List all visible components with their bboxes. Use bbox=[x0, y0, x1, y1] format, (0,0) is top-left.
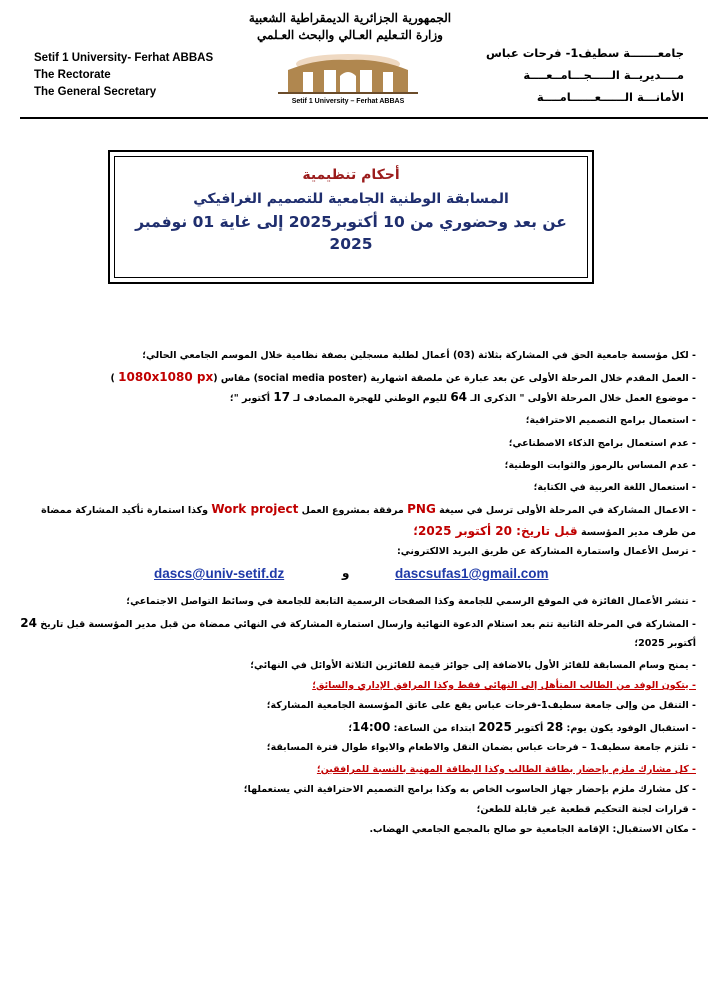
email-row bbox=[0, 566, 720, 586]
rule-item: - تلتزم جامعة سطيف1 – فرحات عباس بضمان النقل والاطعام والايواء طوال فترة المسابقة؛ bbox=[266, 742, 696, 753]
rule-item: - المشاركة في المرحلة الثانية تتم بعد استلام الدعوة النهائية وارسال استمارة المشاركة في النهائي ممضاة من قبل مدير المؤسسة قبل تاريخ 24 bbox=[20, 616, 696, 630]
rule-item: - لكل مؤسسة جامعية الحق في المشاركة بثلاثة (03) أعمال لطلبة مسجلين بصفة نظامية خلال الموسم الجامعي الحالي؛ bbox=[142, 350, 696, 361]
header-center-block bbox=[230, 10, 470, 44]
header-right-block bbox=[464, 42, 684, 108]
general-secretary-ar: الأمانـــة الــــــعــــــامــــة bbox=[536, 90, 684, 104]
title-line-2: المسابقة الوطنية الجامعية للتصميم الغرافيكي bbox=[193, 191, 509, 207]
logo-caption: Setif 1 University – Ferhat ABBAS bbox=[291, 98, 405, 105]
header-left-block bbox=[34, 50, 213, 101]
rule-item-highlight: - كل مشارك ملزم بإحضار بطاقة الطالب وكذا البطاقة المهنية بالنسبة للمرافقين؛ bbox=[316, 764, 696, 775]
rectorate-ar: مــــديريــة الـــــجـــامــعــــة bbox=[523, 68, 684, 82]
rule-item: - العمل المقدم خلال المرحلة الأولى عن بعد عبارة عن ملصقة اشهارية (social media poster) مقاس (1080x1080 px ) bbox=[110, 370, 696, 384]
rule-item: - قرارات لجنة التحكيم قطعية غير قابلة للطعن؛ bbox=[476, 804, 696, 815]
rule-item-continuation: من طرف مدير المؤسسة قبل تاريخ: 20 أكتوبر 2025؛ bbox=[413, 524, 696, 538]
rule-item: - ترسل الأعمال واستمارة المشاركة عن طريق البريد الالكتروني: bbox=[396, 546, 696, 557]
title-box-inner bbox=[114, 156, 588, 278]
email-link-univ[interactable]: dascs@univ-setif.dz bbox=[154, 566, 285, 581]
email-link-gmail[interactable]: dascsufas1@gmail.com bbox=[395, 566, 549, 581]
general-secretary-en: The General Secretary bbox=[34, 86, 157, 98]
rule-item: - عدم المساس بالرموز والثوابت الوطنية؛ bbox=[504, 460, 696, 471]
rule-item-continuation: أكتوبر 2025؛ bbox=[634, 638, 696, 649]
rule-item: - عدم استعمال برامج الذكاء الاصطناعي؛ bbox=[508, 438, 696, 449]
rule-item: - استقبال الوفود يكون يوم: 28 أكتوبر 2025 ابتداء من الساعة: 14:00؛ bbox=[348, 720, 696, 734]
rule-item-highlight: - يتكون الوفد من الطالب المتأهل إلى النهائي فقط وكذا المرافق الإداري والسائق؛ bbox=[312, 680, 696, 691]
title-line-3: عن بعد وحضوري من 10 أكتوبر2025 إلى غاية 01 نوفمبر 2025 bbox=[135, 213, 567, 253]
rule-item: - كل مشارك ملزم بإحضار جهاز الحاسوب الخاص به وكذا برامج التصميم الاحترافية التي يستعملها؛ bbox=[243, 784, 696, 795]
poster-size: 1080x1080 px bbox=[118, 370, 214, 384]
republic-title-ar: الجمهورية الجزائرية الديمقراطية الشعبية bbox=[248, 11, 452, 25]
title-box bbox=[108, 150, 594, 284]
rule-item: - التنقل من وإلى جامعة سطيف1-فرحات عباس يقع على عاتق المؤسسة الجامعية المشاركة؛ bbox=[266, 700, 696, 711]
rule-item: - استعمال اللغة العربية في الكتابة؛ bbox=[533, 482, 696, 493]
title-line-1: أحكام تنظيمية bbox=[302, 167, 400, 183]
university-name-en: Setif 1 University- Ferhat ABBAS bbox=[34, 52, 214, 64]
rule-item: - مكان الاستقبال: الإقامة الجامعية حو صالح بالمجمع الجامعي الهضاب. bbox=[369, 824, 696, 835]
rule-item: - تنشر الأعمال الفائزة في الموقع الرسمي للجامعة وكذا الصفحات الرسمية التابعة للجامعة في وسائط التواصل الاجتماعي؛ bbox=[126, 596, 696, 607]
university-logo-icon bbox=[248, 48, 448, 106]
rule-item: - يمنح وسام المسابقة للفائز الأول بالاضافة إلى جوائز قيمة للفائزين الثلاثة الأوائل في النهائي؛ bbox=[250, 660, 696, 671]
rule-item: - موضوع العمل خلال المرحلة الأولى " الذكرى الـ 64 لليوم الوطني للهجرة المصادف لـ 17 أكتوبر "؛ bbox=[229, 390, 696, 404]
header-divider bbox=[20, 117, 708, 119]
ministry-title-ar: وزارة التـعليم العـالي والبحث العـلمي bbox=[257, 28, 443, 42]
university-name-ar: جامعـــــــة سطيف1- فرحات عباس bbox=[485, 46, 684, 60]
rule-item: - استعمال برامج التصميم الاحترافية؛ bbox=[525, 415, 696, 426]
rectorate-en: The Rectorate bbox=[34, 69, 111, 81]
rule-item: - الاعمال المشاركة في المرحلة الأولى ترسل في سيغة PNG مرفقة بمشروع العمل Work project وكذا استمارة تأكيد المشاركة ممضاة bbox=[41, 502, 696, 516]
deadline-date: قبل تاريخ: 20 أكتوبر 2025؛ bbox=[413, 524, 578, 538]
email-conjunction: و bbox=[342, 566, 350, 580]
